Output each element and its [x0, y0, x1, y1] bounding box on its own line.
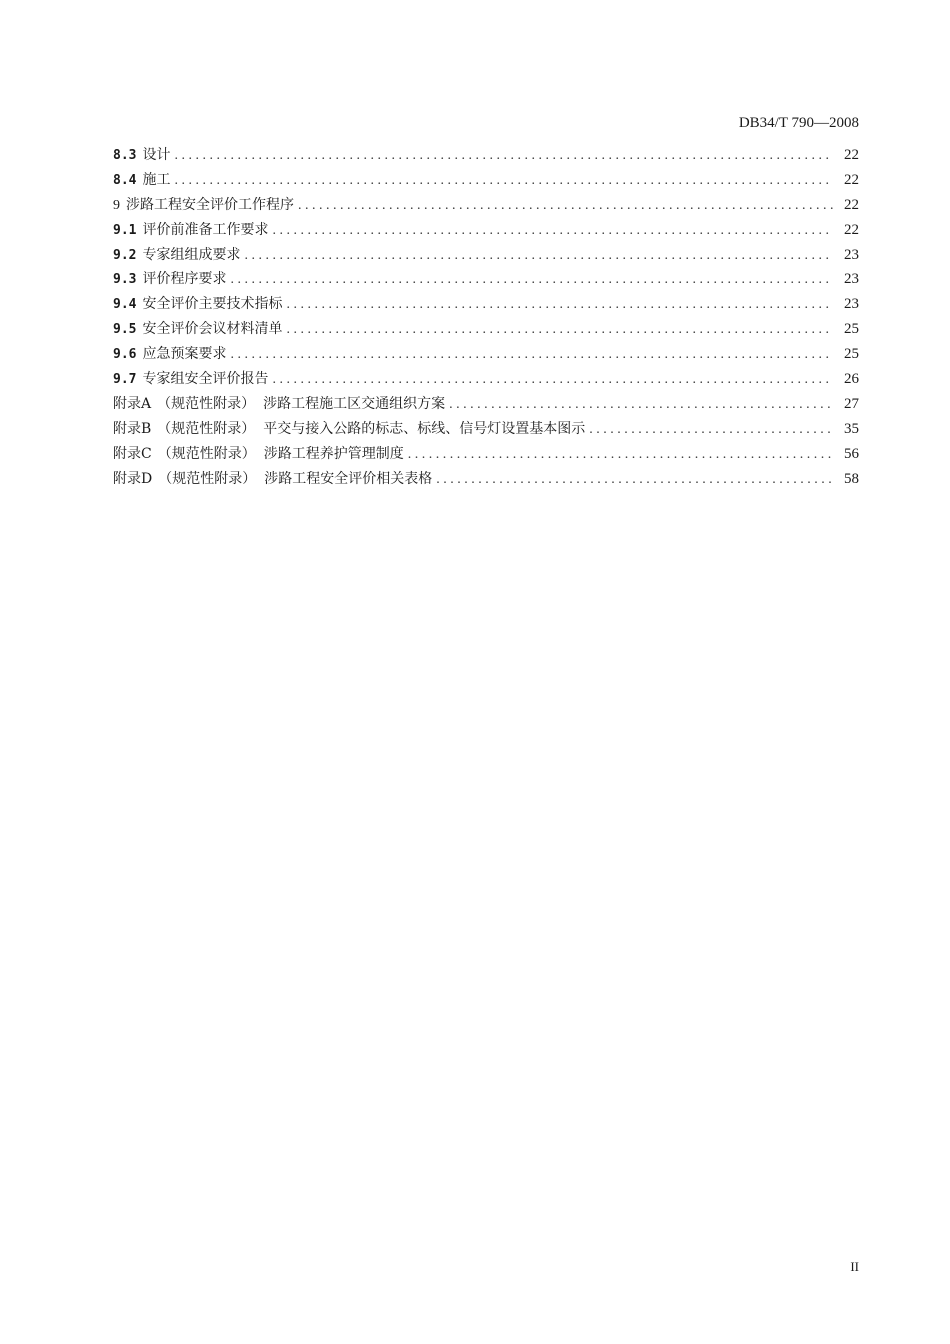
toc-entry-title: 施工	[142, 171, 171, 188]
toc-entry-number: 9.1	[113, 222, 137, 238]
toc-dot-leader	[272, 219, 833, 244]
toc-appendix-label: 附录A	[113, 395, 152, 412]
toc-appendix-kind: （规范性附录）	[157, 445, 256, 462]
toc-entry-page: 56	[844, 445, 859, 462]
toc-entry-page: 26	[844, 371, 859, 388]
toc-entry-page: 22	[844, 147, 859, 163]
toc-entry-number: 9.7	[113, 372, 137, 388]
toc-appendix-kind: （规范性附录）	[157, 420, 256, 437]
toc-entry-number: 8.3	[113, 148, 137, 163]
toc-entry-9-7[interactable]	[113, 367, 859, 392]
toc-entry-9-4[interactable]	[113, 292, 859, 317]
toc-dot-leader	[298, 194, 833, 219]
toc-entry-page: 22	[844, 221, 859, 238]
toc-dot-leader	[449, 393, 833, 418]
toc-entry-page: 23	[844, 271, 859, 288]
toc-entry-number: 8.4	[113, 172, 137, 188]
toc-dot-leader	[286, 318, 833, 343]
toc-entry-page: 27	[844, 395, 859, 412]
toc-appendix-label: 附录C	[113, 445, 152, 462]
toc-entry-title: 涉路工程养护管理制度	[263, 445, 404, 462]
toc-entry-page: 35	[844, 420, 859, 437]
toc-dot-leader	[244, 244, 833, 269]
toc-dot-leader	[286, 293, 833, 318]
page-number: II	[850, 1259, 859, 1274]
toc-appendix-kind: （规范性附录）	[158, 470, 257, 487]
toc-entry-page: 22	[844, 196, 859, 213]
toc-entry-title: 安全评价主要技术指标	[142, 296, 283, 313]
toc-dot-leader	[230, 268, 833, 293]
toc-entry-page: 23	[844, 246, 859, 263]
toc-dot-leader	[174, 169, 833, 194]
toc-entry-title: 安全评价会议材料清单	[142, 321, 283, 338]
toc-entry-number: 9.4	[113, 297, 137, 313]
toc-appendix-label: 附录D	[113, 470, 153, 487]
toc-dot-leader	[174, 144, 833, 169]
toc-entry-number: 9.2	[113, 247, 137, 263]
table-of-contents	[113, 143, 859, 491]
toc-entry-title: 设计	[142, 147, 171, 163]
toc-entry-title: 平交与接入公路的标志、标线、信号灯设置基本图示	[263, 420, 586, 437]
toc-entry-9-3[interactable]	[113, 267, 859, 292]
toc-appendix-kind: （规范性附录）	[157, 395, 256, 412]
toc-entry-page: 23	[844, 296, 859, 313]
toc-entry-appendix-b[interactable]	[113, 417, 859, 442]
toc-entry-9-5[interactable]	[113, 317, 859, 342]
toc-dot-leader	[408, 443, 833, 468]
toc-entry-number: 9.5	[113, 322, 137, 338]
toc-entry-title: 应急预案要求	[142, 346, 227, 363]
toc-entry-appendix-c[interactable]	[113, 442, 859, 467]
toc-entry-number: 9	[113, 197, 120, 213]
toc-entry-title: 涉路工程安全评价工作程序	[126, 196, 294, 213]
toc-entry-title: 涉路工程施工区交通组织方案	[263, 395, 446, 412]
toc-dot-leader	[589, 418, 833, 443]
toc-entry-8-4[interactable]	[113, 168, 859, 193]
toc-entry-number: 9.6	[113, 347, 137, 363]
toc-entry-title: 评价程序要求	[142, 271, 227, 288]
toc-dot-leader	[230, 343, 833, 368]
toc-entry-page: 58	[844, 470, 859, 487]
toc-entry-9-1[interactable]	[113, 218, 859, 243]
toc-entry-9[interactable]	[113, 193, 859, 218]
toc-dot-leader	[272, 368, 833, 393]
document-code: DB34/T 790—2008	[738, 115, 859, 131]
toc-entry-8-3[interactable]	[113, 143, 859, 168]
toc-entry-page: 25	[844, 346, 859, 363]
toc-entry-appendix-a[interactable]	[113, 392, 859, 417]
toc-entry-title: 专家组安全评价报告	[142, 371, 269, 388]
toc-entry-9-2[interactable]	[113, 243, 859, 268]
toc-entry-page: 25	[844, 321, 859, 338]
toc-entry-title: 评价前准备工作要求	[142, 221, 269, 238]
toc-dot-leader	[436, 468, 833, 493]
toc-entry-title: 涉路工程安全评价相关表格	[264, 470, 433, 487]
toc-appendix-label: 附录B	[113, 420, 152, 437]
toc-entry-appendix-d[interactable]	[113, 467, 859, 492]
toc-entry-page: 22	[844, 171, 859, 188]
toc-entry-number: 9.3	[113, 272, 137, 288]
toc-entry-9-6[interactable]	[113, 342, 859, 367]
toc-entry-title: 专家组组成要求	[142, 246, 241, 263]
